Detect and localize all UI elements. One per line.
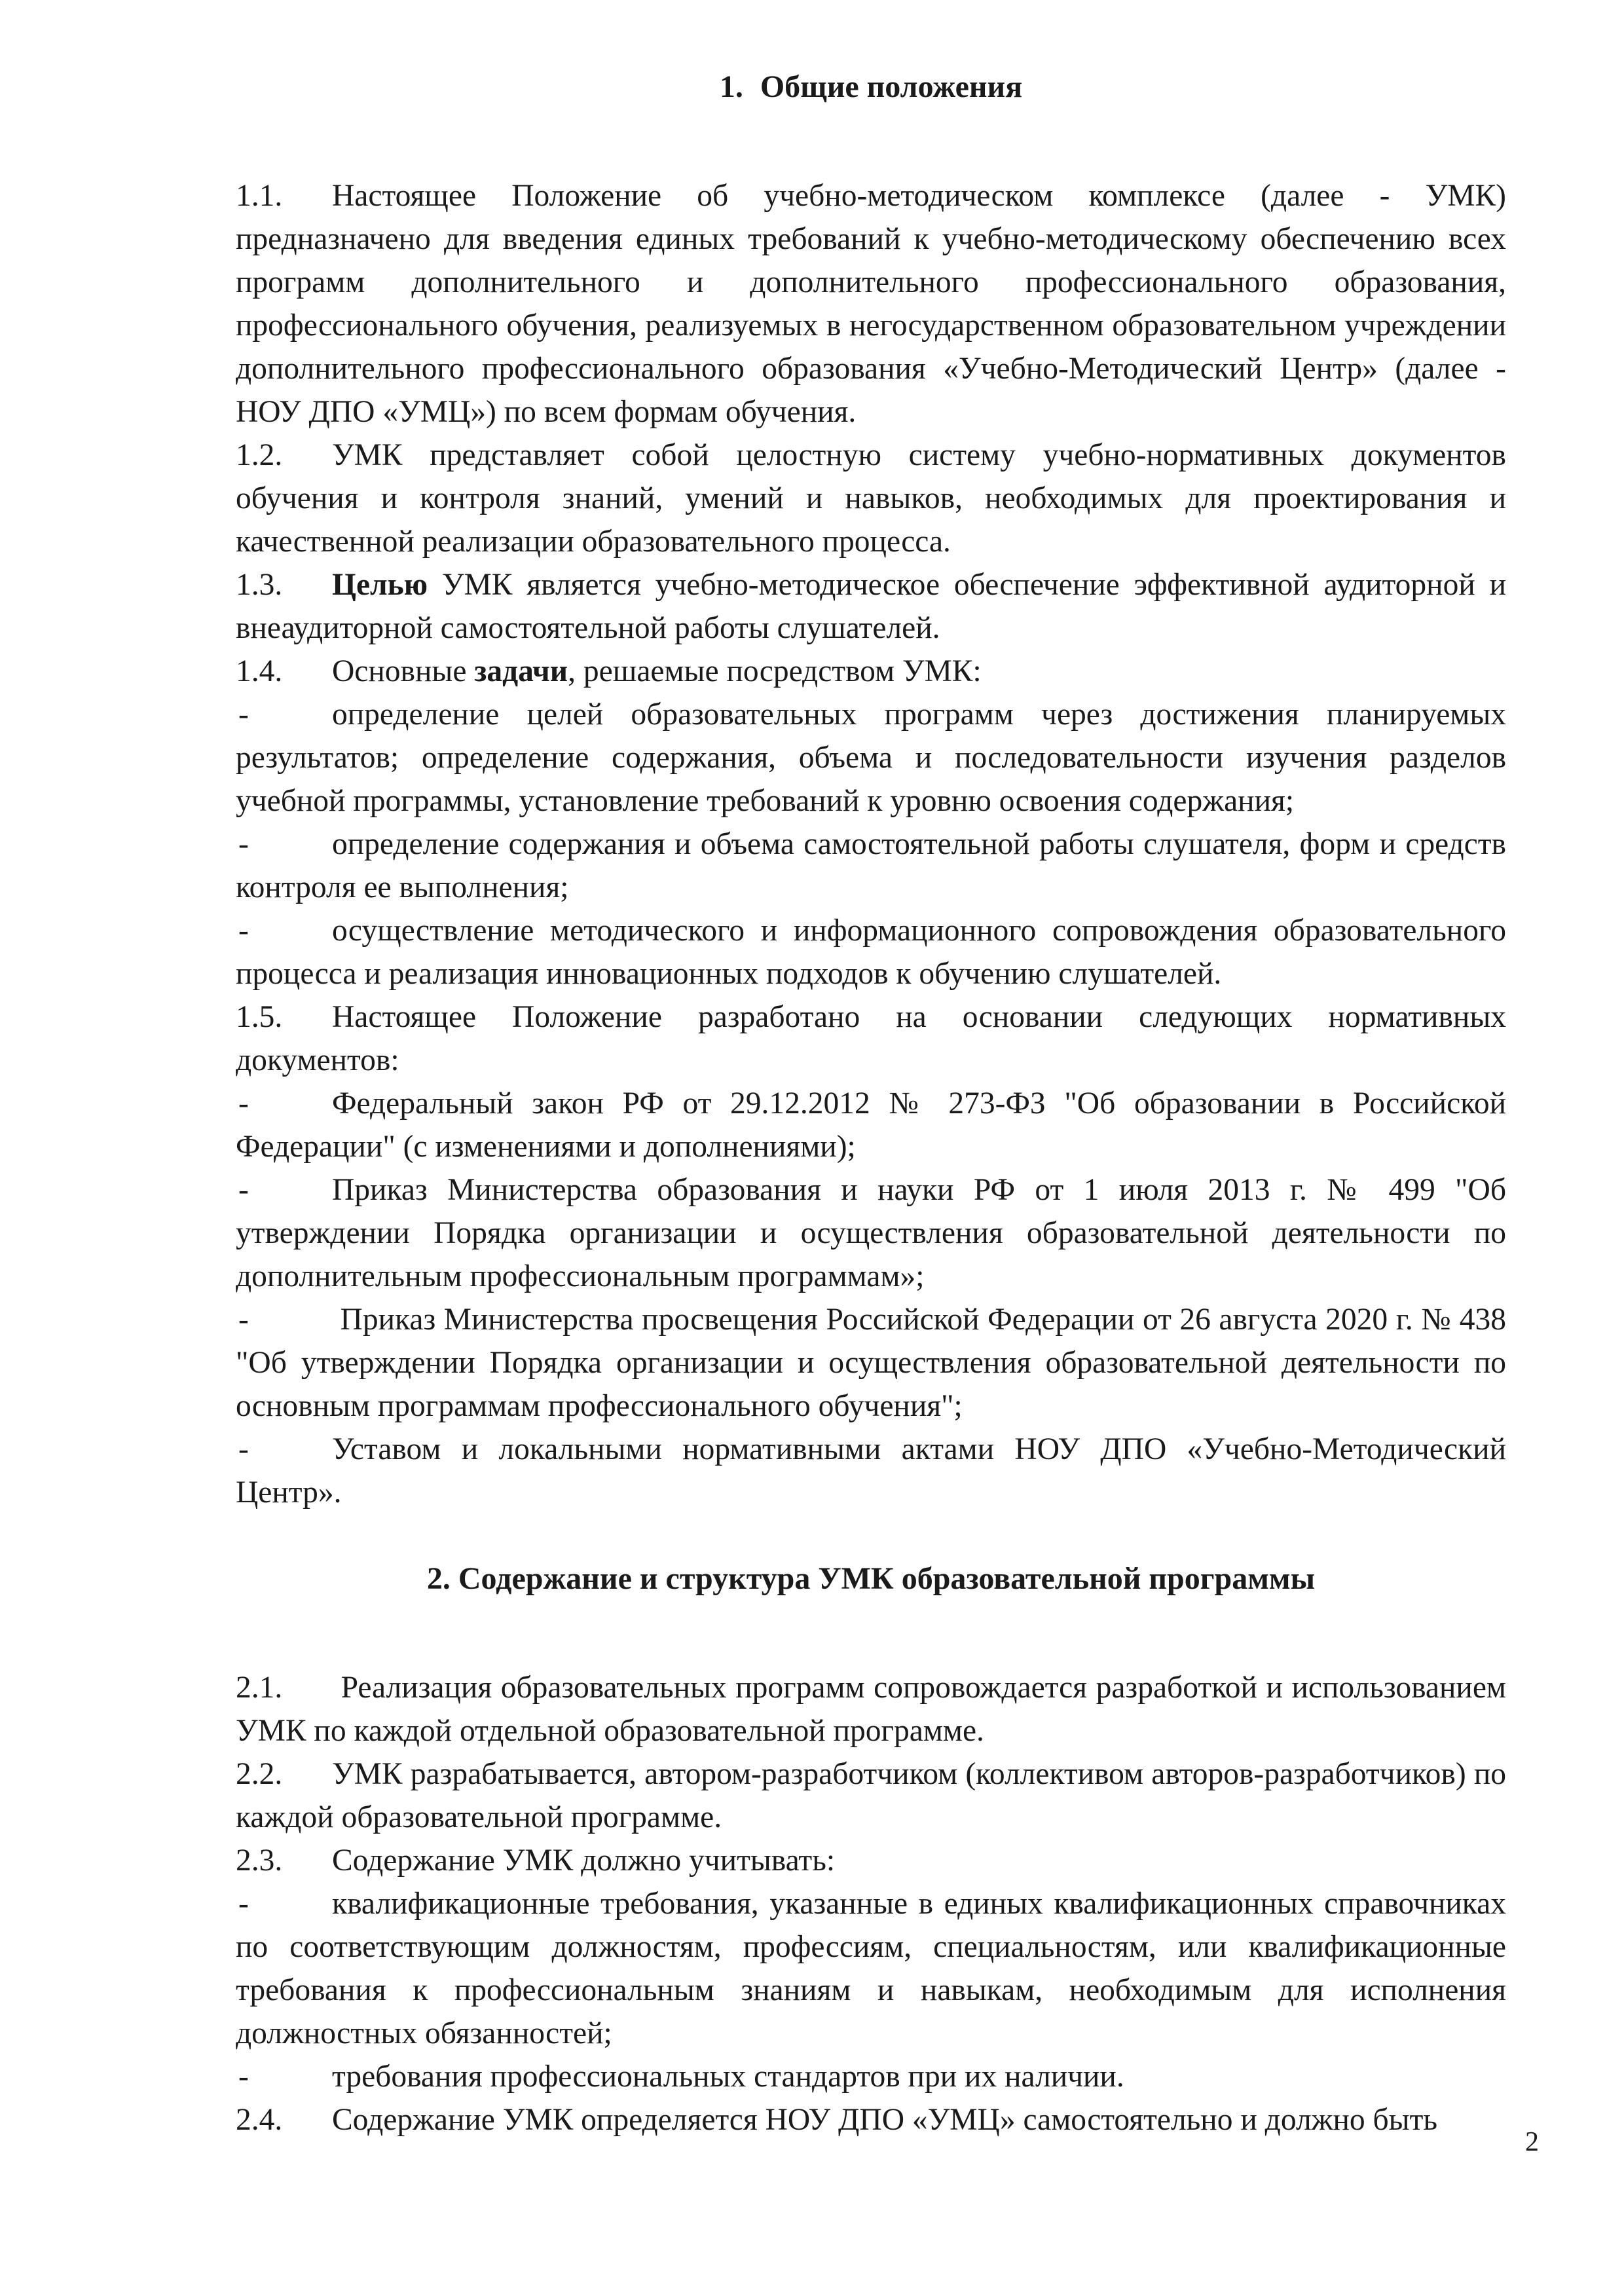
bullet-item	[236, 1428, 1506, 1514]
clause-text: Уставом и локальными нормативными актами НОУ ДПО «Учебно-Методический Центр».	[236, 1432, 1506, 1509]
bullet-dash: -	[238, 697, 249, 731]
bullet-dash: -	[238, 1173, 249, 1207]
bullet-dash: -	[238, 1432, 249, 1466]
numbered-clause	[236, 1839, 1506, 1882]
clause-text: УМК разрабатывается, автором-разработчиком (коллективом авторов-разработчиков) по каждой образовательной программе.	[236, 1757, 1506, 1834]
clause-number: 1.1.	[236, 179, 283, 213]
document-body	[236, 65, 1506, 2141]
bullet-item	[236, 1298, 1506, 1428]
section-1-items	[236, 174, 1506, 1514]
clause-emphasis: Целью	[332, 568, 428, 602]
clause-text: осуществление методического и информационного сопровождения образовательного процесса и реализация инновационных подходов к обучению слушателей.	[236, 914, 1506, 991]
numbered-clause	[236, 1752, 1506, 1839]
clause-number: 1.2.	[236, 438, 283, 472]
numbered-clause	[236, 995, 1506, 1082]
bullet-item	[236, 909, 1506, 995]
numbered-clause	[236, 2098, 1506, 2141]
section-1-number: 1.	[719, 69, 743, 104]
clause-text: Федеральный закон РФ от 29.12.2012 № 273-ФЗ "Об образовании в Российской Федерации" (с изменениями и дополнениями);	[236, 1086, 1506, 1164]
clause-number: 2.1.	[236, 1671, 283, 1705]
bullet-item	[236, 1082, 1506, 1168]
clause-text: Настоящее Положение разработано на основании следующих нормативных документов:	[236, 1000, 1506, 1077]
bullet-item	[236, 1168, 1506, 1298]
clause-text: УМК представляет собой целостную систему учебно-нормативных документов обучения и контроля знаний, умений и навыков, необходимых для проектирования и качественной реализации образовательного процесса.	[236, 438, 1506, 559]
clause-text: Реализация образовательных программ сопровождается разработкой и использованием УМК по каждой отдельной образовательной программе.	[236, 1671, 1506, 1748]
bullet-item	[236, 693, 1506, 823]
numbered-clause	[236, 1666, 1506, 1752]
clause-text: Настоящее Положение об учебно-методическом комплексе (далее - УМК) предназначено для введения единых требований к учебно-методическому обеспечению всех программ дополнительного и дополнительного профессионального образования, профессионального обучения, реализуемых в негосударственном образовательном учреждении дополнительного профессионального образования «Учебно-Методический Центр» (далее - НОУ ДПО «УМЦ») по всем формам обучения.	[236, 179, 1506, 429]
clause-text: определение целей образовательных программ через достижения планируемых результатов; определение содержания, объема и последовательности изучения разделов учебной программы, установление требований к уровню освоения содержания;	[236, 697, 1506, 818]
bullet-item	[236, 2055, 1506, 2098]
clause-number: 2.2.	[236, 1757, 283, 1791]
clause-text-continued: УМК является учебно-методическое обеспечение эффективной аудиторной и внеаудиторной самостоятельной работы слушателей.	[236, 568, 1506, 645]
section-2-heading: 2. Содержание и структура УМК образовательной программы	[426, 1561, 1316, 1596]
page-number: 2	[1525, 2127, 1539, 2157]
clause-number: 2.4.	[236, 2103, 283, 2137]
bullet-dash: -	[238, 827, 249, 861]
bullet-item	[236, 1882, 1506, 2055]
section-1-heading	[236, 65, 1506, 109]
clause-text: Приказ Министерства образования и науки РФ от 1 июля 2013 г. № 499 "Об утверждении Порядка организации и осуществления образовательной деятельности по дополнительным профессиональным программам»;	[236, 1173, 1506, 1293]
clause-text: Приказ Министерства просвещения Российской Федерации от 26 августа 2020 г. № 438 "Об утверждении Порядка организации и осуществления образовательной деятельности по основным программам профессионального обучения";	[236, 1303, 1506, 1423]
clause-text: определение содержания и объема самостоятельной работы слушателя, форм и средств контроля ее выполнения;	[236, 827, 1506, 904]
clause-text-continued: , решаемые посредством УМК:	[568, 654, 982, 688]
bullet-dash: -	[238, 914, 249, 948]
section-1-title: Общие положения	[760, 69, 1023, 104]
clause-number: 1.3.	[236, 568, 283, 602]
clause-text: Содержание УМК должно учитывать:	[332, 1843, 836, 1878]
bullet-dash: -	[238, 1887, 249, 1921]
clause-text: Содержание УМК определяется НОУ ДПО «УМЦ» самостоятельно и должно быть	[332, 2103, 1438, 2137]
numbered-clause	[236, 174, 1506, 434]
clause-number: 1.5.	[236, 1000, 283, 1034]
numbered-clause	[236, 563, 1506, 650]
clause-number: 2.3.	[236, 1843, 283, 1878]
clause-text: требования профессиональных стандартов при их наличии.	[332, 2060, 1124, 2094]
clause-text: Основные	[332, 654, 475, 688]
numbered-clause	[236, 650, 1506, 693]
clause-emphasis: задачи	[474, 654, 568, 688]
clause-text: квалификационные требования, указанные в единых квалификационных справочниках по соответствующим должностям, профессиям, специальностям, или квалификационные требования к профессиональным знаниям и навыкам, необходимым для исполнения должностных обязанностей;	[236, 1887, 1506, 2050]
bullet-dash: -	[238, 1086, 249, 1120]
numbered-clause	[236, 434, 1506, 563]
bullet-item	[236, 823, 1506, 909]
bullet-dash: -	[238, 1303, 249, 1337]
clause-number: 1.4.	[236, 654, 283, 688]
bullet-dash: -	[238, 2060, 249, 2094]
section-2-items	[236, 1666, 1506, 2141]
